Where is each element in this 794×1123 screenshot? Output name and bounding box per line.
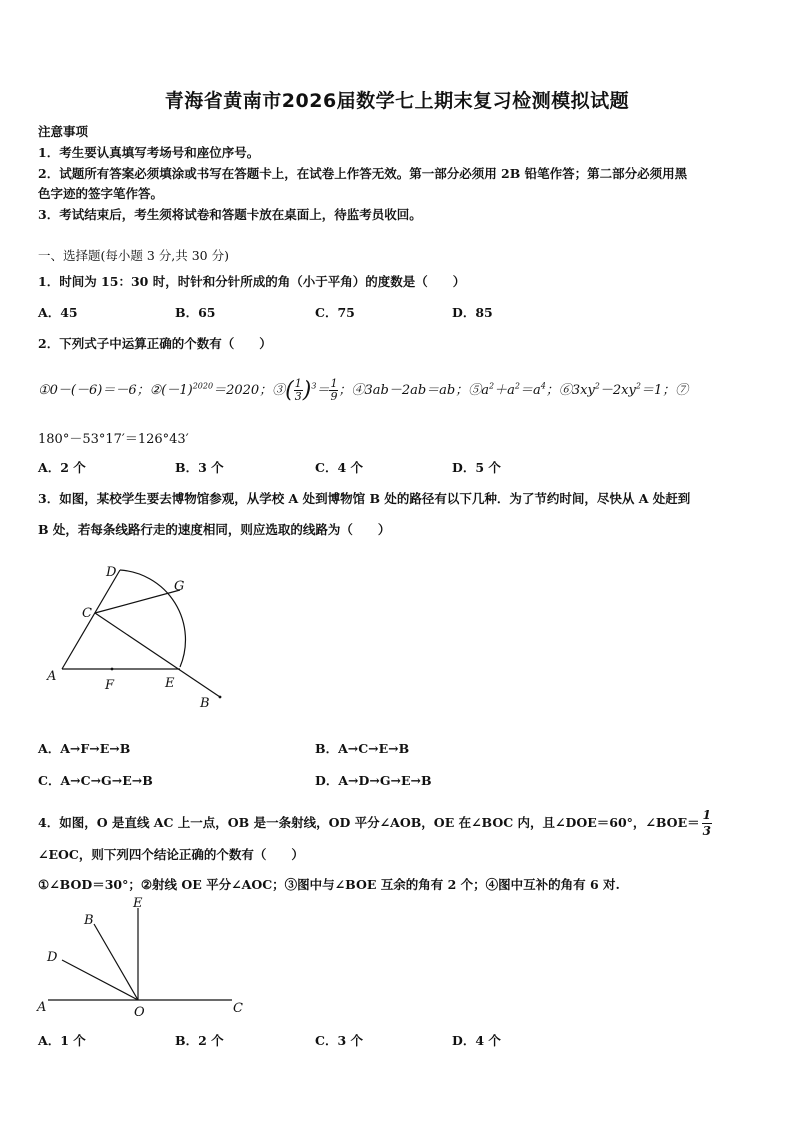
expr-4: ④3ab－2ab＝ab； [351,383,469,398]
expr-2: $②(-1)^{2020}=2020$； [149,381,273,398]
label-d: D [106,565,117,580]
expr-3: ③( $\frac{1}{3}$ )$^3$＝ $\frac{1}{9}$ ； [272,377,352,403]
q2-option-b: B．3 个 [175,460,224,475]
question-4-conclusions: ①∠BOD＝30°；②射线 OE 平分∠AOC；③图中与∠BOE 互余的角有 2 个；④图中互补的角有 6 对. [38,877,620,892]
question-1-stem: 1．时间为 15：30 时，时针和分针所成的角（小于平角）的度数是（ ） [38,274,466,289]
point-b [219,696,222,699]
segment-cg [95,590,180,613]
label-g: G [174,579,185,594]
label-b: B [200,696,210,711]
expr-1: ①0－(－6)＝－6； [38,383,150,398]
question-3-stem-line1: 3．如图，某校学生要去博物馆参观，从学校 A 处到博物馆 B 处的路径有以下几种．为了节约时间，尽快从 A 处赶到 [38,491,691,506]
q1-option-c: C．75 [315,305,355,320]
label-o: O [134,1005,145,1020]
q3-option-b: B．A→C→E→B [315,741,410,756]
expr-5: $⑤a^2+a^2=a^4$； [468,381,559,398]
notice-item: 3．考试结束后，考生须将试卷和答题卡放在桌面上，待监考员收回。 [38,207,422,222]
section-heading: 一、选择题(每小题 3 分,共 30 分) [38,248,229,263]
notice-heading: 注意事项 [38,124,89,139]
page-title: 青海省黄南市2026届数学七上期末复习检测模拟试题 [164,90,630,112]
label-c: C [82,606,92,621]
question-4-stem-line1: 4．如图，O 是直线 AC 上一点，OB 是一条射线，OD 平分∠AOB，OE 在∠BOC 内，且∠DOE＝60°，∠BOE＝ $\frac{1}{3}$ [38,808,711,838]
q4-option-b: B．2 个 [175,1033,224,1048]
expr-6: $⑥3xy^2-2xy^2=1$；⑦ [558,381,689,398]
q4-option-d: D．4 个 [452,1033,501,1048]
label-d: D [47,950,58,965]
q1-option-b: B．65 [175,305,216,320]
q1-option-a: A．45 [38,305,78,320]
notice-item: 2．试题所有答案必须填涂或书写在答题卡上，在试卷上作答无效。第一部分必须用 2B 铅笔作答；第二部分必须用黑 [38,166,688,181]
q4-option-a: A．1 个 [38,1033,86,1048]
notice-item: 1．考生要认真填写考场号和座位序号。 [38,145,260,160]
label-e: E [133,896,143,911]
question-4-stem-line2: ∠EOC，则下列四个结论正确的个数有（ ） [38,847,304,862]
expr-7: 180°－53°17′＝126°43′ [38,432,189,447]
q2-option-a: A．2 个 [38,460,86,475]
q4-option-c: C．3 个 [315,1033,363,1048]
q3-option-d: D．A→D→G→E→B [315,773,432,788]
q3-option-a: A．A→F→E→B [38,741,131,756]
q4-angle-figure [30,892,260,1022]
point-f [111,668,114,671]
question-2-stem: 2．下列式子中运算正确的个数有（ ） [38,336,272,351]
q2-option-c: C．4 个 [315,460,363,475]
label-f: F [105,678,115,693]
q2-option-d: D．5 个 [452,460,501,475]
label-e: E [165,676,175,691]
q2-expression-line [38,378,688,403]
question-3-stem-line2: B 处，若每条线路行走的速度相同，则应选取的线路为（ ） [38,522,391,537]
label-a: A [37,1000,47,1015]
q3-option-c: C．A→C→G→E→B [38,773,153,788]
notice-item: 色字迹的签字笔作答。 [38,186,164,201]
q3-route-figure [40,560,240,720]
label-a: A [47,669,57,684]
q1-option-d: D．85 [452,305,493,320]
label-c: C [233,1001,243,1016]
label-b: B [84,913,94,928]
